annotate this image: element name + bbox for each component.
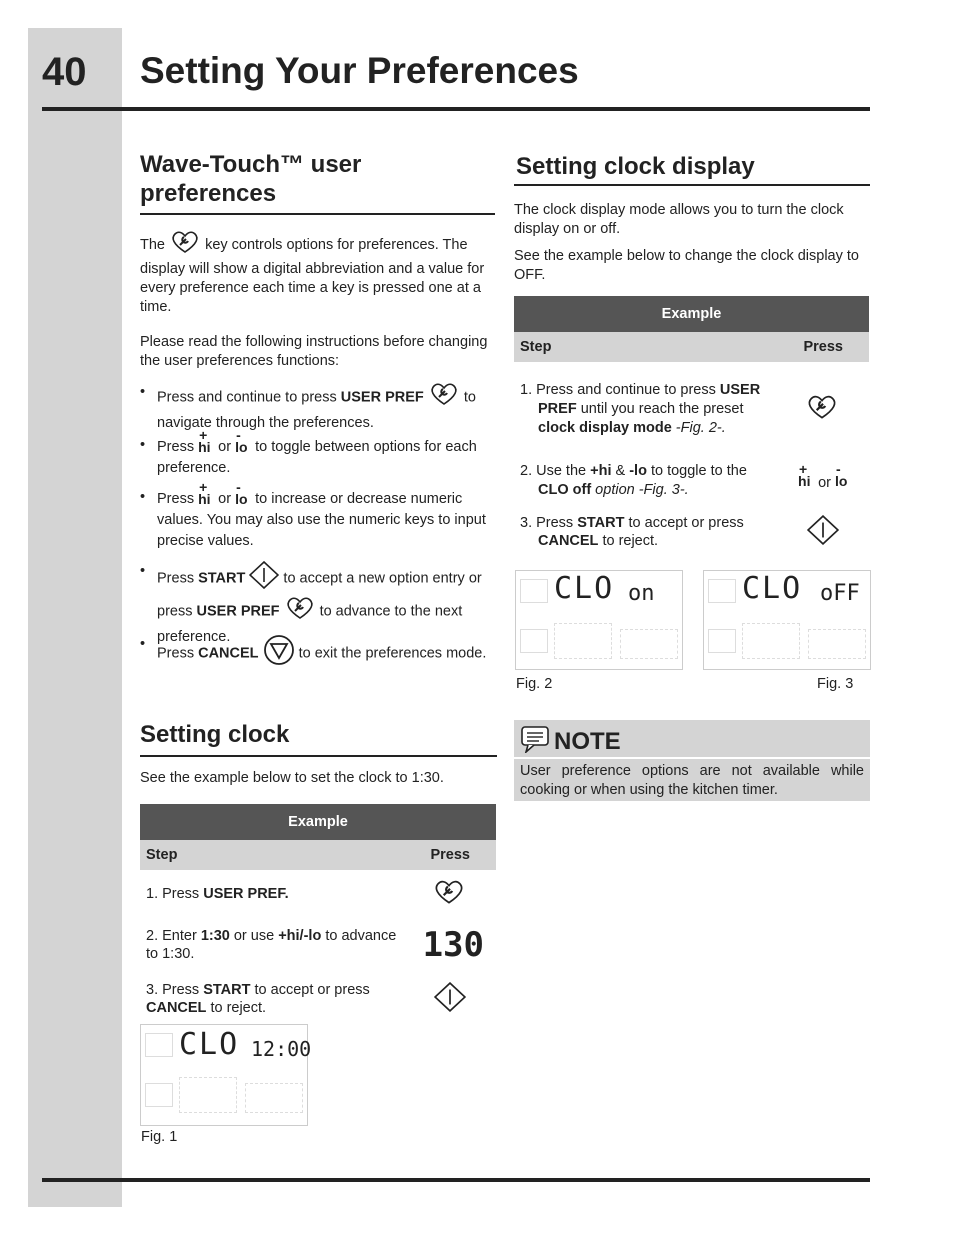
table-row: 1. Press and continue to press USER PREF until you reach the preset clock display mode -Fig. 2-.: [514, 362, 869, 456]
top-rule: [42, 107, 870, 111]
user-pref-icon: [432, 878, 466, 906]
table-row: 2. Use the +hi & -lo to toggle to the CLO off option -Fig. 3-. + hi or - lo: [514, 456, 869, 506]
display-130: 130: [422, 925, 484, 965]
note-title: NOTE: [554, 728, 621, 755]
note-text: User preference options are not available while cooking or when using the kitchen timer.: [520, 763, 864, 798]
setting-clock-heading: Setting clock: [140, 721, 290, 748]
col-press: Press: [430, 847, 470, 863]
note-header: [514, 720, 870, 757]
start-icon: [807, 515, 839, 545]
lo-key-icon: - lo: [235, 427, 248, 455]
table-row: 3. Press START to accept or press CANCEL to reject.: [140, 972, 496, 1026]
table-header: Example: [140, 804, 496, 840]
table-row: 3. Press START to accept or press CANCEL to reject.: [514, 506, 869, 558]
page-title: Setting Your Preferences: [140, 50, 579, 91]
user-pref-icon: [428, 382, 460, 413]
wave-heading-rule: [140, 213, 495, 215]
table-header: Example: [514, 296, 869, 332]
lo-key-icon: - lo: [235, 479, 248, 507]
hi-key-icon: + hi: [798, 461, 811, 489]
wave-touch-heading: Wave-Touch™ user preferences: [140, 151, 362, 207]
col-step: Step: [520, 339, 552, 355]
wave-intro: The key controls options for preferences. The display will show a digital abbreviation and a value for every preference each time a key is pressed one at a time.: [140, 230, 495, 317]
fig-1-display: CLO 12:00: [140, 1024, 308, 1126]
user-pref-icon: [169, 230, 201, 260]
start-icon: [434, 982, 466, 1012]
start-icon: [249, 561, 279, 596]
fig-2-display: CLO on: [515, 570, 683, 670]
note-body: [514, 759, 870, 801]
bullet-1: • Press and continue to press USER PREF to navigate through the preferences.: [140, 384, 476, 431]
hi-key-icon: + hi: [198, 479, 211, 507]
col-press: Press: [803, 339, 843, 355]
hi-key-icon: + hi: [198, 427, 211, 455]
table-row: 1. Press USER PREF.: [140, 870, 496, 918]
display-p1: The clock display mode allows you to turn the clock display on or off.: [514, 202, 844, 237]
clock-intro: See the example below to set the clock to 1:30.: [140, 770, 444, 786]
display-heading-rule: [514, 184, 870, 186]
bullet-2: • Press + hi or - lo to toggle between options for each preference.: [140, 427, 477, 476]
fig-1-label: Fig. 1: [141, 1129, 178, 1145]
display-example-table: [514, 296, 869, 558]
user-pref-icon: [284, 596, 316, 627]
fig-3-label: Fig. 3: [817, 676, 854, 692]
page-number: 40: [42, 50, 87, 94]
bottom-rule: [42, 1178, 870, 1182]
clock-display-heading: Setting clock display: [516, 153, 755, 180]
page-sidebar: [28, 28, 122, 1207]
bullet-3: • Press + hi or - lo to increase or decrease numeric values. You may also use the numeric keys to input precise values.: [140, 479, 486, 549]
fig-2-label: Fig. 2: [516, 676, 553, 692]
table-row: 2. Enter 1:30 or use +hi/-lo to advance to 1:30. 130: [140, 918, 496, 972]
note-icon: [520, 725, 550, 758]
fig-3-display: CLO oFF: [703, 570, 871, 670]
clock-heading-rule: [140, 755, 497, 757]
clock-example-table: [140, 804, 496, 1026]
bullet-4: • Press START to accept a new option entry or press USER PREF to advance to the next preference.: [140, 563, 482, 645]
cancel-icon: [263, 634, 295, 673]
wave-read-text: Please read the following instructions before changing the user preferences functions:: [140, 334, 488, 369]
col-step: Step: [146, 847, 178, 863]
user-pref-icon: [805, 393, 839, 421]
display-p2: See the example below to change the clock display to OFF.: [514, 248, 859, 283]
bullet-5: • Press CANCEL to exit the preferences mode.: [157, 634, 495, 673]
lo-key-icon: - lo: [835, 461, 848, 489]
